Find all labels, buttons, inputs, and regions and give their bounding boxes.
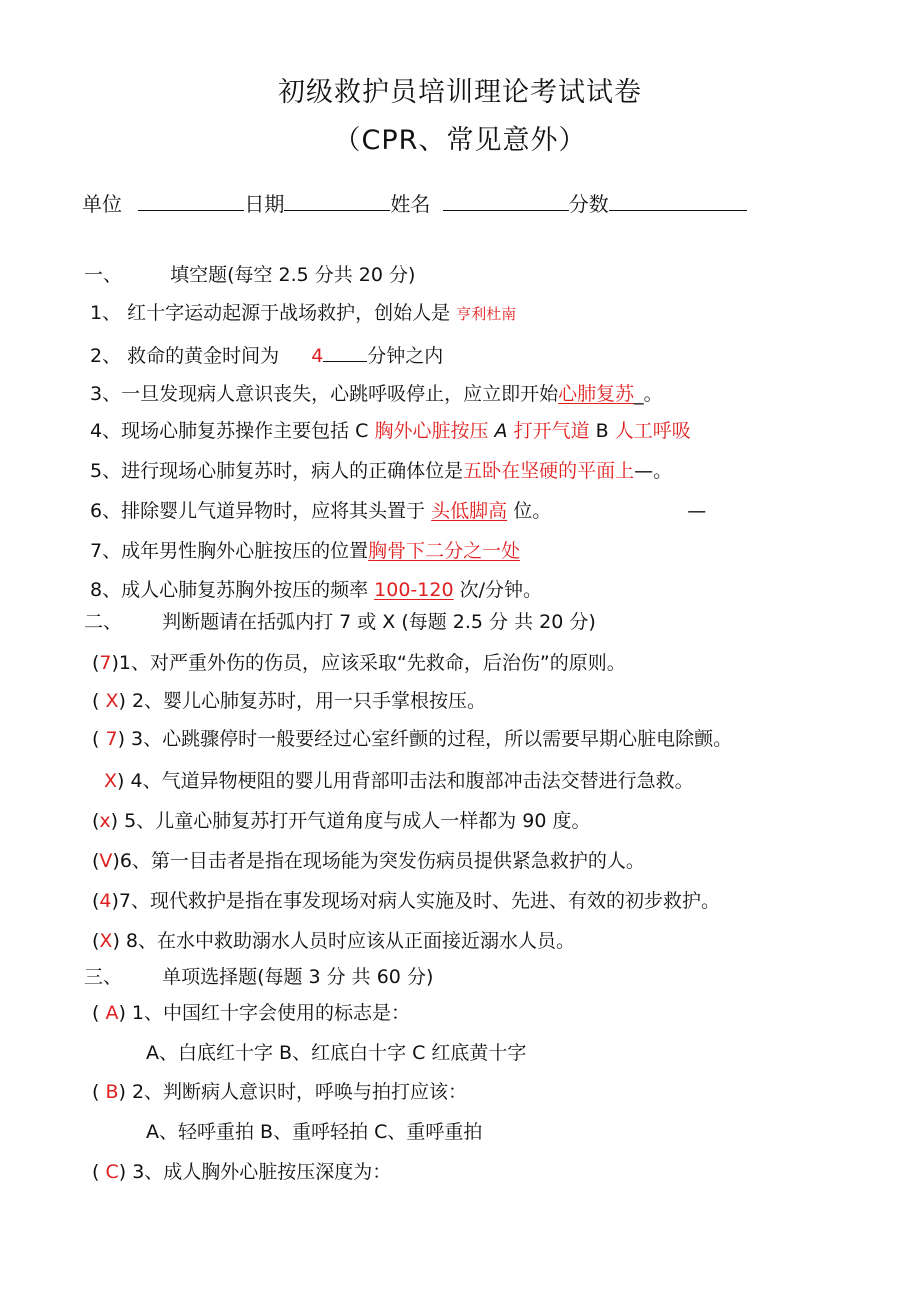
fill-question-5: 5、进行现场心肺复苏时，病人的正确体位是五卧在坚硬的平面上—。 [90, 460, 673, 482]
score-label: 分数 [568, 192, 609, 216]
judge-item-7: (4)7、现代救护是指在事发现场对病人实施及时、先进、有效的初步救护。 [92, 890, 721, 912]
fill-answer-4c: 人工呼吸 [614, 420, 691, 442]
judge-item-1: (7)1、对严重外伤的伤员，应该采取“先救命，后治伤”的原则。 [92, 652, 626, 674]
judge-mark-1: 7 [99, 652, 112, 674]
section2-number: 二、 [84, 611, 123, 633]
fill-answer-8: 100-120 [374, 579, 454, 601]
judge-mark-5: x [99, 810, 111, 832]
info-line [82, 188, 747, 217]
fill-question-6: 6、排除婴儿气道异物时，应将其头置于 头低脚高 位。 — [90, 500, 707, 522]
choice-options-1: A、白底红十字 B、红底白十字 C 红底黄十字 [146, 1042, 527, 1064]
judge-mark-4: X [104, 770, 118, 792]
section1-number: 一、 [84, 264, 123, 286]
section2-title: 判断题请在括弧内打 7 或 X (每题 2.5 分 共 20 分) [162, 611, 596, 633]
section1-heading [84, 260, 415, 287]
name-blank[interactable] [443, 192, 569, 211]
fill-answer-7: 胸骨下二分之一处 [368, 540, 521, 562]
judge-item-6: (V)6、第一目击者是指在现场能为突发伤病员提供紧急救护的人。 [92, 850, 645, 872]
fill-answer-6: 头低脚高 [431, 500, 508, 522]
fill-blank-2 [323, 347, 367, 362]
section3-title: 单项选择题(每题 3 分 共 60 分) [162, 966, 434, 988]
fill-question-1: 1、 红十字运动起源于战场救护，创始人是 亨利杜南 [90, 302, 517, 324]
name-label: 姓名 [390, 192, 431, 216]
section2-heading [84, 607, 596, 634]
choice-question-3: ( C) 3、成人胸外心脏按压深度为： [92, 1161, 392, 1183]
judge-item-4: X) 4、气道异物梗阻的婴儿用背部叩击法和腹部冲击法交替进行急救。 [104, 770, 694, 792]
choice-answer-1: A [105, 1002, 119, 1024]
fill-question-3: 3、一旦发现病人意识丧失，心跳呼吸停止，应立即开始心肺复苏_。 [90, 383, 663, 405]
date-label: 日期 [244, 192, 285, 216]
unit-label: 单位 [82, 192, 122, 216]
choice-answer-2: B [105, 1081, 119, 1103]
fill-answer-1: 亨利杜南 [456, 305, 517, 323]
section3-number: 三、 [84, 966, 123, 988]
judge-item-2: ( X) 2、婴儿心肺复苏时，用一只手掌根按压。 [92, 690, 487, 712]
judge-item-5: (x) 5、儿童心肺复苏打开气道角度与成人一样都为 90 度。 [92, 810, 591, 832]
judge-mark-8: X [99, 930, 113, 952]
date-blank[interactable] [284, 192, 390, 211]
judge-item-3: ( 7) 3、心跳骤停时一般要经过心室纤颤的过程，所以需要早期心脏电除颤。 [92, 728, 733, 750]
section1-title: 填空题(每空 2.5 分共 20 分) [170, 264, 416, 286]
fill-answer-3: 心肺复苏 [558, 383, 635, 405]
fill-answer-5: 五卧在坚硬的平面上 [463, 460, 635, 482]
unit-blank[interactable] [138, 192, 244, 211]
choice-question-2: ( B) 2、判断病人意识时，呼唤与拍打应该： [92, 1081, 468, 1103]
judge-mark-7: 4 [99, 890, 112, 912]
page-title: 初级救护员培训理论考试试卷 [278, 77, 642, 108]
judge-item-8: (X) 8、在水中救助溺水人员时应该从正面接近溺水人员。 [92, 930, 575, 952]
fill-answer-4b: 打开气道 [513, 420, 590, 442]
choice-options-2: A、轻呼重拍 B、重呼轻拍 C、重呼重拍 [146, 1121, 483, 1143]
judge-mark-6: V [99, 850, 113, 872]
fill-answer-2: 4 [311, 345, 324, 367]
fill-question-7: 7、成年男性胸外心脏按压的位置胸骨下二分之一处 [90, 540, 521, 562]
judge-mark-3: 7 [105, 728, 118, 750]
score-blank[interactable] [609, 192, 747, 211]
choice-answer-3: C [105, 1161, 119, 1183]
section3-heading [84, 962, 433, 989]
fill-question-4: 4、现场心肺复苏操作主要包括 C 胸外心脏按压 A 打开气道 B 人工呼吸 [90, 420, 691, 442]
fill-question-2: 2、 救命的黄金时间为 4 分钟之内 [90, 345, 444, 367]
fill-answer-4a: 胸外心脏按压 [374, 420, 489, 442]
fill-question-8: 8、成人心肺复苏胸外按压的频率 100-120 次/分钟。 [90, 579, 542, 601]
choice-question-1: ( A) 1、中国红十字会使用的标志是： [92, 1002, 411, 1024]
judge-mark-2: X [105, 690, 119, 712]
page-subtitle: （CPR、常见意外） [333, 125, 587, 156]
